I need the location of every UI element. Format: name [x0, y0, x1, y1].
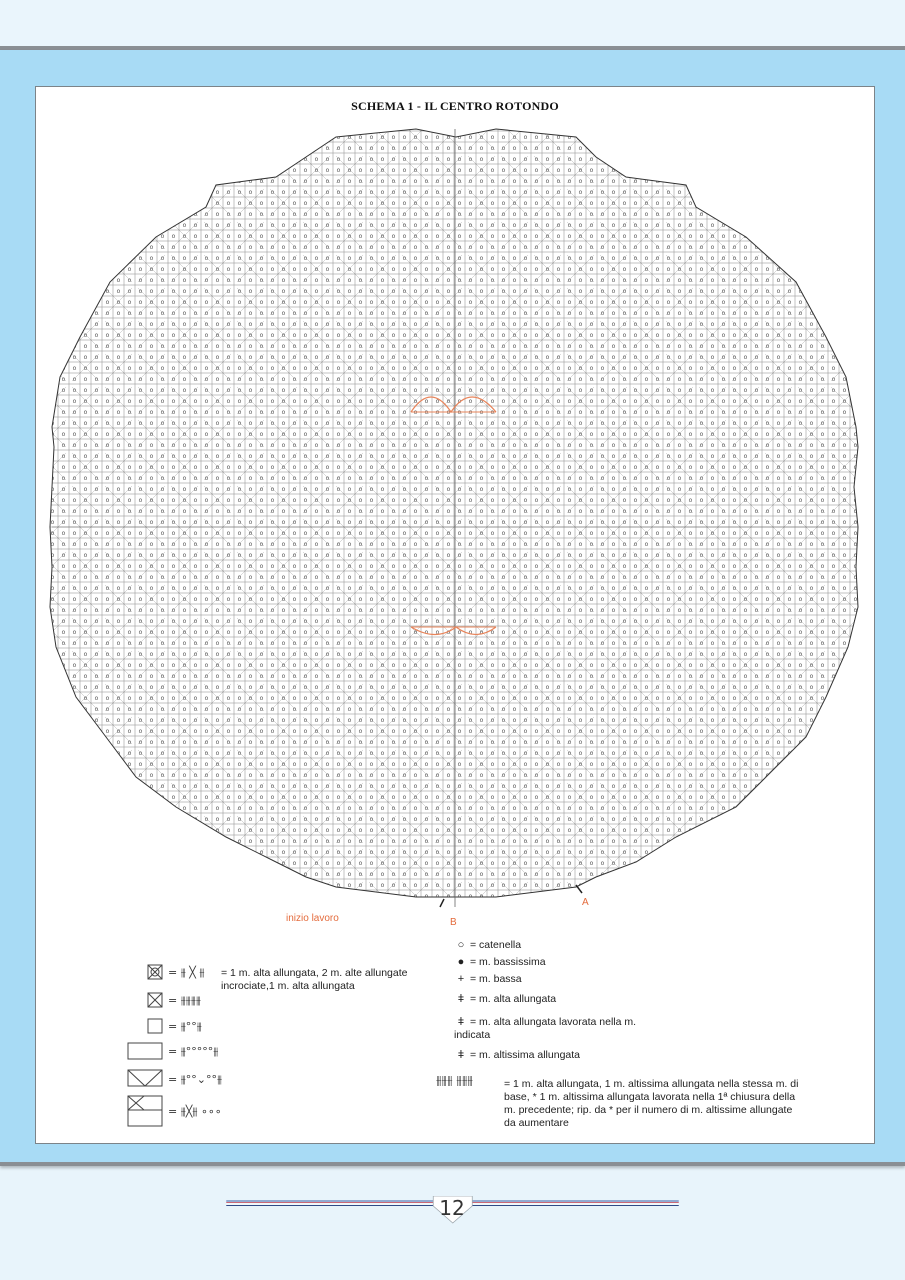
legend-item-bassa: + = m. bassa [457, 973, 522, 985]
legend-list [454, 939, 784, 1069]
svg-text:= ⫵⫵⫵⫵: = ⫵⫵⫵⫵ [168, 994, 201, 1007]
legend-item-catenella: ○ = catenella [457, 939, 522, 951]
chart-card [35, 86, 875, 1144]
svg-text:⫵⫵⫵ ⫵⫵⫵: ⫵⫵⫵ ⫵⫵⫵ [436, 1073, 473, 1087]
svg-text:= ⫵°°⌄°°⫵: = ⫵°°⌄°°⫵ [168, 1073, 223, 1086]
page-number: 12 [439, 1196, 465, 1220]
legend-increase-text: = 1 m. alta allungata, 1 m. altissima allungata nella stessa m. di base, * 1 m. altissima allungata lavorata nella 1ª chiusura della m. precedente; rip. da * per il numero di m. altissime allungate da aumentare [504, 1078, 799, 1129]
point-b-label: B [450, 917, 457, 928]
legend-item-alta-allungata: ǂ = m. alta allungata [457, 993, 557, 1005]
legend-symbol-boxes [128, 965, 162, 1126]
marker-a-arrow [576, 885, 582, 893]
marker-b-arrow [440, 899, 444, 907]
svg-text:= ⫵°°°°°⫵: = ⫵°°°°°⫵ [168, 1045, 219, 1058]
svg-text:= ⫵°°⫵: = ⫵°°⫵ [168, 1020, 202, 1033]
point-a-label: A [582, 897, 589, 908]
svg-text:= ⫵╳⫵ ∘∘∘: = ⫵╳⫵ ∘∘∘ [168, 1105, 222, 1118]
legend-item-alta-indicata: ǂ = m. alta allungata lavorata nella m. indicata [454, 1016, 637, 1041]
top-bar [0, 0, 905, 50]
legend-item-bassissima: ● = m. bassissima [457, 956, 546, 968]
legend-item-altissima: ǂ = m. altissima allungata [457, 1049, 581, 1061]
svg-text:= ⫵ ╳ ⫵: = ⫵ ╳ ⫵ [168, 966, 205, 979]
legend-crossed-text: = 1 m. alta allungata, 2 m. alte allungate incrociate,1 m. alta allungata [221, 967, 408, 992]
start-label: inizio lavoro [286, 913, 339, 924]
chart-title: SCHEMA 1 - IL CENTRO ROTONDO [351, 99, 559, 113]
